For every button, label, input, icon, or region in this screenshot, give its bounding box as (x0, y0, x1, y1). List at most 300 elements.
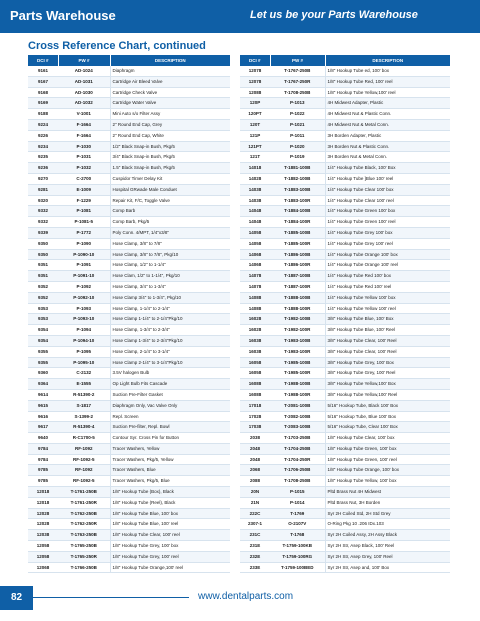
pw-number-cell: RF-1092 (58, 443, 110, 454)
pw-number-cell: C-2700 (58, 173, 110, 184)
pw-number-cell: T-1883-100B (270, 184, 325, 195)
pw-number-cell: S-1399-2 (58, 411, 110, 422)
description-cell: 1/8" Hookup Tube Red, 100' reel (325, 76, 450, 87)
description-cell: 3H Borden Nut & Metal Conn. (325, 152, 450, 163)
table-row (240, 303, 450, 314)
dci-number-cell: 9226 (28, 130, 58, 141)
description-cell: 5/16" Hookup Tube, Black 100' Box (325, 400, 450, 411)
table-row (240, 443, 450, 454)
pw-number-cell: S-1817 (58, 400, 110, 411)
pw-number-cell: T-1988-100B (270, 379, 325, 390)
dci-number-cell: 232E (240, 551, 270, 562)
pw-number-cell: T-1767-250B (270, 66, 325, 76)
pw-number-cell: T-1767-250R (270, 76, 325, 87)
dci-number-cell: 14048 (240, 217, 270, 228)
pw-number-cell: T-1703-250B (270, 433, 325, 444)
table-row (28, 346, 230, 357)
description-cell: Suction Pre-Filter Gasket (110, 389, 230, 400)
pw-number-cell: P-1031 (58, 152, 110, 163)
description-cell: 2" Round End Cap, Grey (110, 119, 230, 130)
table-row (240, 249, 450, 260)
pw-number-cell: C-2132 (58, 368, 110, 379)
table-row (240, 551, 450, 562)
pw-number-cell: P-1095-10 (58, 357, 110, 368)
dci-number-cell: 14048 (240, 206, 270, 217)
description-cell: 1/8" Hookup Tube Grey, 100' box (110, 541, 230, 552)
pw-number-cell: RF-1092-5 (58, 476, 110, 487)
pw-number-cell: F-1229 (58, 195, 110, 206)
table-row (240, 541, 450, 552)
pw-number-cell: P-1022 (270, 109, 325, 120)
table-row (240, 487, 450, 498)
table-row (28, 368, 230, 379)
dci-number-cell: 12058 (28, 541, 58, 552)
description-cell: Hose Clamp, 3/4" to 1-3/4" (110, 281, 230, 292)
table-row (240, 130, 450, 141)
pw-number-cell: T-1765-250R (58, 551, 110, 562)
description-cell: 3/4" Black Snap-in Bush, Pkg/5 (110, 152, 230, 163)
dci-number-cell: 16028 (240, 325, 270, 336)
pw-number-cell: T-1982-100R (270, 325, 325, 336)
dci-number-cell: 14088 (240, 292, 270, 303)
description-cell: 4H Midwest Nut & Metal Conn. (325, 119, 450, 130)
page-header (0, 0, 480, 33)
pw-number-cell: P-1020 (270, 141, 325, 152)
dci-number-cell: 14038 (240, 184, 270, 195)
dci-number-cell: 14088 (240, 303, 270, 314)
table-row (28, 497, 230, 508)
pw-number-cell: P-1019 (270, 152, 325, 163)
dci-number-cell: 9351 (28, 260, 58, 271)
description-cell: 4H Midwest Adapter, Plastic (325, 98, 450, 109)
description-cell: 1/8" Hookup Tube Orange, 100' box (325, 465, 450, 476)
description-cell: Diaphragm (110, 66, 230, 76)
dci-number-cell: 9188 (28, 109, 58, 120)
table-row (28, 551, 230, 562)
dci-number-cell: 12018 (28, 487, 58, 498)
pw-number-cell: E-1009 (58, 184, 110, 195)
description-cell: Cartridge Air Bleed Valve (110, 76, 230, 87)
table-row (28, 411, 230, 422)
description-cell: Hose Clamp, 2-1/4" to 3-1/4" (110, 346, 230, 357)
pw-number-cell: P-1030 (58, 141, 110, 152)
dci-number-cell: 121T (240, 152, 270, 163)
table-row (28, 400, 230, 411)
table-row (240, 422, 450, 433)
pw-number-cell: P-1093-10 (58, 314, 110, 325)
pw-number-cell: T-1886-100R (270, 260, 325, 271)
description-cell: 3/8" Hookup Tube Blue, 100' Box (325, 314, 450, 325)
table-row (240, 152, 450, 163)
table-row (240, 465, 450, 476)
table-row (240, 325, 450, 336)
table-row (240, 260, 450, 271)
description-cell: Pltd Brass Nut, 3H Borden (325, 497, 450, 508)
cross-reference-table-left (28, 55, 230, 573)
dci-number-cell: 14068 (240, 260, 270, 271)
description-cell: 3.5V halogen Bulb (110, 368, 230, 379)
dci-number-cell: 12018 (28, 497, 58, 508)
table-row (240, 530, 450, 541)
pw-number-cell: AD-1024 (58, 66, 110, 76)
description-cell: Tracer Washers, Pkg/5, Yellow (110, 454, 230, 465)
pw-number-cell: T-1983-100R (270, 346, 325, 357)
pw-number-cell: T-1884-100R (270, 217, 325, 228)
description-cell: 5/16" Hookup Tube, Blue 100' Box (325, 411, 450, 422)
dci-number-cell: 12078 (240, 76, 270, 87)
dci-number-cell: 9353 (28, 314, 58, 325)
table-row (28, 119, 230, 130)
description-cell: 1/4" Hookup Tube Clear 100' reel (325, 195, 450, 206)
column-header-pw: PW # (270, 55, 325, 66)
table-row (240, 562, 450, 573)
table-row (28, 465, 230, 476)
pw-number-cell: P-1095 (58, 346, 110, 357)
pw-number-cell: F-1664 (58, 130, 110, 141)
description-cell: Comp Barb (110, 206, 230, 217)
column-header-description: DESCRIPTION (325, 55, 450, 66)
dci-number-cell: 9354 (28, 325, 58, 336)
dci-number-cell: 12088 (240, 87, 270, 98)
table-row (28, 433, 230, 444)
description-cell: 3/8" Hookup Tube Clear, 100' Reel (325, 335, 450, 346)
table-row (240, 335, 450, 346)
pw-number-cell: T-1884-100B (270, 206, 325, 217)
tagline: Let us be your Parts Warehouse (250, 9, 418, 21)
pw-number-cell: T-1887-100R (270, 281, 325, 292)
description-cell: Repair Kit, F/C, Toggle Valve (110, 195, 230, 206)
table-row (240, 281, 450, 292)
table-row (28, 217, 230, 228)
table-row (28, 76, 230, 87)
pw-number-cell: P-1092 (58, 281, 110, 292)
table-row (28, 562, 230, 573)
table-row (28, 508, 230, 519)
dci-number-cell: 120T (240, 119, 270, 130)
pw-number-cell: T-1886-100B (270, 249, 325, 260)
pw-number-cell: T-1882-100B (270, 173, 325, 184)
table-row (28, 238, 230, 249)
table-row (28, 227, 230, 238)
column-header-description: DESCRIPTION (110, 55, 230, 66)
table-row (240, 271, 450, 282)
pw-number-cell: T-1761-250B (58, 487, 110, 498)
pw-number-cell: T-1759-100KB (270, 541, 325, 552)
pw-number-cell: RF-1092 (58, 465, 110, 476)
description-cell: 1/8" Hookup Tube Yellow,100' reel (325, 87, 450, 98)
dci-number-cell: 9235 (28, 152, 58, 163)
dci-number-cell: 233E (240, 562, 270, 573)
table-row (28, 249, 230, 260)
dci-number-cell: 9234 (28, 141, 58, 152)
dci-number-cell: 9785 (28, 476, 58, 487)
description-cell: 1/8" Hookup Tube Yellow, 100' box (325, 476, 450, 487)
pw-number-cell: P-1094-10 (58, 335, 110, 346)
dci-number-cell: 16028 (240, 314, 270, 325)
pw-number-cell: P-1094 (58, 325, 110, 336)
pw-number-cell: T-1768 (270, 530, 325, 541)
pw-number-cell: T-1887-100B (270, 271, 325, 282)
table-row (28, 195, 230, 206)
description-cell: Cuspidor Timer Delay Kit (110, 173, 230, 184)
pw-number-cell: T-1769 (270, 508, 325, 519)
table-row (240, 497, 450, 508)
table-row (240, 238, 450, 249)
description-cell: Hose Clamp 2-1/4" to 3-1/4"Pkg/10 (110, 357, 230, 368)
description-cell: Cartridge Check Valve (110, 87, 230, 98)
dci-number-cell: 9784 (28, 454, 58, 465)
pw-number-cell: RF-1092-5 (58, 454, 110, 465)
pw-number-cell: P-1011 (270, 130, 325, 141)
dci-number-cell: 21N (240, 497, 270, 508)
table-row (240, 454, 450, 465)
description-cell: Hose Clamp 1-3/4" to 2-3/4"Pkg/10 (110, 335, 230, 346)
description-cell: Tracer Washers, Pkg/5, Blue (110, 476, 230, 487)
dci-number-cell: 9784 (28, 443, 58, 454)
dci-number-cell: 9332 (28, 206, 58, 217)
description-cell: 1/4" Hookup Tube Green 100' reel (325, 217, 450, 228)
table-row (28, 541, 230, 552)
pw-number-cell: T-1985-100R (270, 368, 325, 379)
brand-name: Parts Warehouse (10, 8, 116, 23)
dci-number-cell: 14078 (240, 271, 270, 282)
dci-number-cell: 9353 (28, 303, 58, 314)
description-cell: 3H Borden Adapter, Plastic (325, 130, 450, 141)
table-row (240, 206, 450, 217)
description-cell: 1/4" Hookup Tube Clear 100' box (325, 184, 450, 195)
description-cell: 1/4" Hookup Tube Yellow 100' box (325, 292, 450, 303)
description-cell: 1/8" Hookup Tube Green, 100' box (325, 443, 450, 454)
description-cell: Hose Clam, 1/2" to 1-1/4", Pkg/10 (110, 271, 230, 282)
table-row (28, 454, 230, 465)
description-cell: Hose Clamp, 1-3/4" to 2-3/4" (110, 325, 230, 336)
table-row (28, 335, 230, 346)
description-cell: 1.5" Black Snap-in Bush, Pkg/5 (110, 163, 230, 174)
pw-number-cell: AD-1030 (58, 87, 110, 98)
dci-number-cell: 231E (240, 541, 270, 552)
pw-number-cell: T-1988-100R (270, 389, 325, 400)
table-row (28, 66, 230, 76)
table-row (240, 173, 450, 184)
table-row (240, 389, 450, 400)
dci-number-cell: 2048 (240, 443, 270, 454)
dci-number-cell: 231C (240, 530, 270, 541)
pw-number-cell: T-2083-100B (270, 422, 325, 433)
pw-number-cell: T-1888-100R (270, 303, 325, 314)
table-row (28, 206, 230, 217)
description-cell: Mini Auto s/o Filter Assy (110, 109, 230, 120)
footer-divider (33, 597, 189, 598)
dci-number-cell: 12028 (28, 508, 58, 519)
table-row (28, 292, 230, 303)
description-cell: 3/8" Hookup Tube Clear, 100' Reel (325, 346, 450, 357)
table-row (28, 357, 230, 368)
description-cell: 1/8" Hookup Tube Orange,100' reel (110, 562, 230, 573)
description-cell: Hose Clamp, 1/2" to 1-1/4" (110, 260, 230, 271)
table-row (240, 66, 450, 76)
dci-number-cell: 16038 (240, 335, 270, 346)
description-cell: O-Ring Pkg 10 .206 IDx.103 (325, 519, 450, 530)
dci-number-cell: 9355 (28, 357, 58, 368)
description-cell: Contour Syr. Cross Pin for Button (110, 433, 230, 444)
table-row (240, 141, 450, 152)
pw-number-cell: T-1985-100B (270, 357, 325, 368)
dci-number-cell: 16058 (240, 357, 270, 368)
dci-number-cell: 121PT (240, 141, 270, 152)
dci-number-cell: 14078 (240, 281, 270, 292)
table-row (240, 119, 450, 130)
column-header-pw: PW # (58, 55, 110, 66)
dci-number-cell: 14038 (240, 195, 270, 206)
website-link[interactable]: www.dentalparts.com (198, 591, 294, 602)
description-cell: Hose Clamp 1-1/4" to 2-1/4"Pkg/10 (110, 314, 230, 325)
table-row (28, 389, 230, 400)
description-cell: 1/8" Hookup Tube Grey, 100' reel (110, 551, 230, 562)
dci-number-cell: 9640 (28, 433, 58, 444)
dci-number-cell: 2038 (240, 433, 270, 444)
pw-number-cell: R-51390-4 (58, 422, 110, 433)
table-row (240, 314, 450, 325)
pw-number-cell: F-1664 (58, 119, 110, 130)
pw-number-cell: P-1093 (58, 303, 110, 314)
pw-number-cell: AD-1032 (58, 98, 110, 109)
dci-number-cell: 14068 (240, 249, 270, 260)
table-row (28, 271, 230, 282)
dci-number-cell: 9339 (28, 227, 58, 238)
page-title: Cross Reference Chart, continued (28, 40, 206, 52)
description-cell: Diaphragm Only, Vac Valve Only (110, 400, 230, 411)
pw-number-cell: P-1032 (58, 163, 110, 174)
description-cell: 1/8" Hookup Tube Blue, 100' box (110, 508, 230, 519)
description-cell: Tracer Washers, Blue (110, 465, 230, 476)
dci-number-cell: 9167 (28, 76, 58, 87)
pw-number-cell: T-1761-250R (58, 497, 110, 508)
description-cell: 1/8" Hookup Tube Clear, 100' box (325, 433, 450, 444)
description-cell: 3/8" Hookup Tube Yellow,100' Reel (325, 389, 450, 400)
dci-number-cell: 9168 (28, 87, 58, 98)
table-row (240, 87, 450, 98)
description-cell: 3H Borden Nut & Plastic Conn. (325, 141, 450, 152)
pw-number-cell: T-1885-100R (270, 238, 325, 249)
description-cell: Syr 2H Str, Asep Grey, 100' Reel (325, 551, 450, 562)
description-cell: Syr 2H Coiled Std, 2H Std Grey (325, 508, 450, 519)
table-row (240, 433, 450, 444)
dci-number-cell: 9785 (28, 465, 58, 476)
dci-number-cell: 2307-1 (240, 519, 270, 530)
dci-number-cell: 2048 (240, 454, 270, 465)
description-cell: Hose Clamp, 1-1/4" to 2-1/4" (110, 303, 230, 314)
page-number: 82 (0, 586, 33, 610)
dci-number-cell: 14058 (240, 238, 270, 249)
description-cell: 1/4" Hookup Tube Green 100' box (325, 206, 450, 217)
table-row (240, 519, 450, 530)
pw-number-cell: T-1883-100R (270, 195, 325, 206)
table-row (240, 508, 450, 519)
description-cell: Syr 2H Coiled Assy, 2H Assy Black (325, 530, 450, 541)
dci-number-cell: 9350 (28, 238, 58, 249)
dci-number-cell: 222C (240, 508, 270, 519)
dci-number-cell: 12038 (28, 530, 58, 541)
table-row (28, 379, 230, 390)
description-cell: 1/4" Hookup Tube ]Blue 100' reel (325, 173, 450, 184)
description-cell: 2" Round End Cap, White (110, 130, 230, 141)
table-row (28, 173, 230, 184)
description-cell: 1/8" Hookup Tube (Reel), Black (110, 497, 230, 508)
pw-number-cell: T-1765-250B (58, 541, 110, 552)
description-cell: 1/4" Hookup Tube Orange 100' box (325, 249, 450, 260)
dci-number-cell: 9364 (28, 379, 58, 390)
pw-number-cell: T-1704-250R (270, 454, 325, 465)
pw-number-cell: T-2081-100B (270, 400, 325, 411)
dci-number-cell: 9354 (28, 335, 58, 346)
dci-number-cell: 9332 (28, 217, 58, 228)
description-cell: 1/8" Hookup Tube Green, 100' reel (325, 454, 450, 465)
dci-number-cell: 9351 (28, 271, 58, 282)
description-cell: 1/4" Hookup Tube Orange 100' reel (325, 260, 450, 271)
pw-number-cell: T-1762-250B (58, 508, 110, 519)
table-row (240, 195, 450, 206)
pw-number-cell: T-1983-100B (270, 335, 325, 346)
table-row (28, 163, 230, 174)
dci-number-cell: 16088 (240, 379, 270, 390)
table-row (28, 314, 230, 325)
table-row (28, 476, 230, 487)
table-row (240, 411, 450, 422)
dci-number-cell: 9360 (28, 368, 58, 379)
table-row (240, 217, 450, 228)
pw-number-cell: T-1708-250B (270, 87, 325, 98)
pw-number-cell: T-1762-250R (58, 519, 110, 530)
pw-number-cell: T-1982-100B (270, 314, 325, 325)
description-cell: 1/8" Hookup Tube Clear, 100' reel (110, 530, 230, 541)
pw-number-cell: T-1885-100B (270, 227, 325, 238)
dci-number-cell: 9320 (28, 195, 58, 206)
description-cell: 5/16" Hookup Tube, Clear 100' Box (325, 422, 450, 433)
description-cell: 1/4" Hookup Tube Grey 100' reel (325, 238, 450, 249)
pw-number-cell: P-1081 (58, 206, 110, 217)
table-row (28, 87, 230, 98)
description-cell: Repl. Screen (110, 411, 230, 422)
description-cell: Op Light Bulb Fits Cascade (110, 379, 230, 390)
pw-number-cell: P-1013 (270, 98, 325, 109)
cross-reference-table-right (240, 55, 450, 573)
dci-number-cell: 9355 (28, 346, 58, 357)
dci-number-cell: 17028 (240, 411, 270, 422)
description-cell: 1/4" Hookup Tube Red 100' reel (325, 281, 450, 292)
dci-number-cell: 9169 (28, 98, 58, 109)
dci-number-cell: 9350 (28, 249, 58, 260)
dci-number-cell: 17038 (240, 422, 270, 433)
table-row (240, 379, 450, 390)
description-cell: 1/2" Black Snap-in Bush, Pkg/5 (110, 141, 230, 152)
table-row (240, 368, 450, 379)
dci-number-cell: 9352 (28, 281, 58, 292)
description-cell: Tracer Washers, Yellow (110, 443, 230, 454)
pw-number-cell: T-1763-250B (58, 530, 110, 541)
table-row (28, 109, 230, 120)
table-row (240, 400, 450, 411)
dci-number-cell: 9281 (28, 184, 58, 195)
dci-number-cell: 14028 (240, 173, 270, 184)
description-cell: 1/8" Hookup Tube (Box), Black (110, 487, 230, 498)
description-cell: Comp Barb, Pkg/5 (110, 217, 230, 228)
description-cell: Poly Conn. 4/MPT, 1/4"x3/8" (110, 227, 230, 238)
table-header-row (28, 55, 230, 66)
dci-number-cell: 12028 (28, 519, 58, 530)
dci-number-cell: 121P (240, 130, 270, 141)
pw-number-cell: T-2082-100B (270, 411, 325, 422)
dci-number-cell: 9236 (28, 163, 58, 174)
